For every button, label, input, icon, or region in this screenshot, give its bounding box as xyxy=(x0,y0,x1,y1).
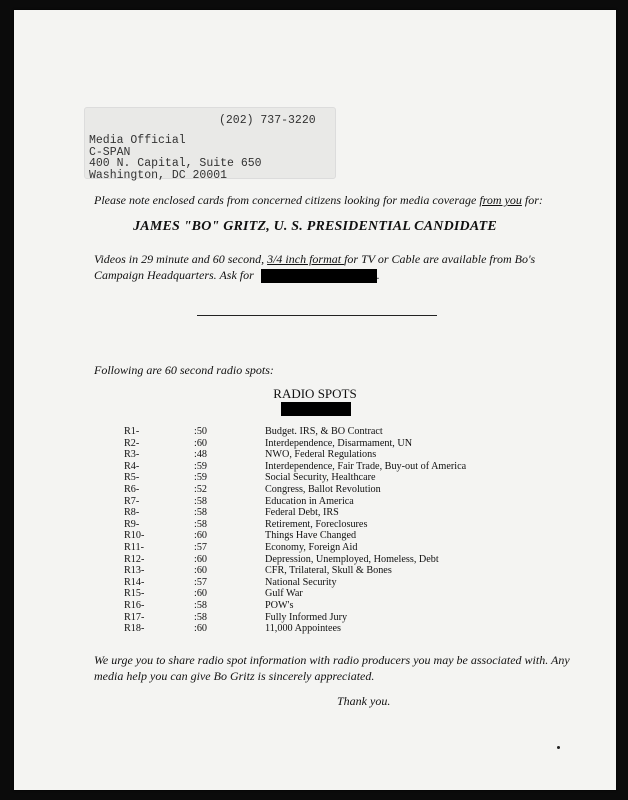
intro-before: Please note enclosed cards from concerned citizens looking for media coverage xyxy=(94,193,480,207)
label-line: Media Official xyxy=(89,134,186,147)
spot-code: R10- xyxy=(124,530,145,542)
label-phone: (202) 737-3220 xyxy=(219,114,316,127)
spot-code: R5- xyxy=(124,472,140,484)
videos-underlined: 3/4 inch format xyxy=(267,252,345,266)
spot-row xyxy=(14,577,616,589)
spot-row xyxy=(14,565,616,577)
label-address xyxy=(89,135,262,181)
intro-text xyxy=(94,193,543,208)
document-page xyxy=(14,10,616,790)
spot-topic: Gulf War xyxy=(265,588,303,600)
spot-duration: :57 xyxy=(194,576,208,588)
spot-code: R2- xyxy=(124,437,140,449)
mailing-label xyxy=(84,107,336,182)
spot-duration: :59 xyxy=(194,460,208,472)
spot-duration: :59 xyxy=(194,472,208,484)
spot-duration: :58 xyxy=(194,518,208,530)
headline: JAMES "BO" GRITZ, U. S. PRESIDENTIAL CANDIDATE xyxy=(133,219,497,234)
spot-duration: :60 xyxy=(194,437,208,449)
label-line: Washington, DC 20001 xyxy=(89,168,228,182)
spot-topic: 11,000 Appointees xyxy=(265,623,342,635)
videos-text-1: Videos in 29 minute and 60 second, xyxy=(94,252,268,266)
spot-duration: :58 xyxy=(194,495,208,507)
spot-topic: Depression, Unemployed, Homeless, Debt xyxy=(265,553,439,565)
spot-row xyxy=(14,461,616,473)
spot-row xyxy=(14,484,616,496)
spot-duration: :60 xyxy=(194,565,208,577)
spot-code: R4- xyxy=(124,460,140,472)
spot-row xyxy=(14,426,616,438)
spot-topic: Fully Informed Jury xyxy=(265,611,348,623)
spot-duration: :52 xyxy=(194,483,208,495)
spot-duration: :60 xyxy=(194,623,208,635)
spot-topic: CFR, Trilateral, Skull & Bones xyxy=(265,565,392,577)
spot-duration: :60 xyxy=(194,553,208,565)
spot-duration: :58 xyxy=(194,611,208,623)
spot-topic: Social Security, Healthcare xyxy=(265,472,376,484)
intro-after: for: xyxy=(521,193,543,207)
spot-topic: National Security xyxy=(265,576,337,588)
spot-row xyxy=(14,623,616,635)
spot-row xyxy=(14,438,616,450)
spot-topic: NWO, Federal Regulations xyxy=(265,449,377,461)
intro-underlined: from you xyxy=(479,193,522,207)
spot-topic: Retirement, Foreclosures xyxy=(265,518,368,530)
paper-speck xyxy=(557,746,560,749)
radio-spots-title: RADIO SPOTS xyxy=(273,386,357,401)
spot-topic: Federal Debt, IRS xyxy=(265,507,339,519)
spot-row xyxy=(14,542,616,554)
spot-code: R13- xyxy=(124,565,145,577)
spot-topic: Things Have Changed xyxy=(265,530,357,542)
spot-duration: :58 xyxy=(194,599,208,611)
spot-topic: Congress, Ballot Revolution xyxy=(265,483,381,495)
spot-code: R3- xyxy=(124,449,140,461)
spot-row xyxy=(14,530,616,542)
spot-row xyxy=(14,472,616,484)
spot-row xyxy=(14,612,616,624)
spot-code: R16- xyxy=(124,599,145,611)
spot-duration: :50 xyxy=(194,426,208,437)
radio-spots-list xyxy=(14,426,616,635)
spot-duration: :60 xyxy=(194,588,208,600)
spot-duration: :58 xyxy=(194,507,208,519)
redaction-bar xyxy=(281,402,351,416)
label-line: 400 N. Capital, Suite 650 xyxy=(89,157,262,170)
spot-row xyxy=(14,496,616,508)
spot-code: R18- xyxy=(124,623,145,635)
spot-duration: :60 xyxy=(194,530,208,542)
spot-code: R8- xyxy=(124,507,140,519)
spot-code: R6- xyxy=(124,483,140,495)
spot-topic: Interdependence, Disarmament, UN xyxy=(265,437,413,449)
spot-code: R7- xyxy=(124,495,140,507)
spot-code: R17- xyxy=(124,611,145,623)
spot-row xyxy=(14,507,616,519)
videos-text-2: for TV or Cable are available from Bo's Campaign Headquarters. Ask for xyxy=(94,252,536,282)
redaction-bar xyxy=(261,269,377,283)
spot-topic: Economy, Foreign Aid xyxy=(265,541,358,553)
videos-end: . xyxy=(376,268,380,282)
following-text: Following are 60 second radio spots: xyxy=(94,363,274,377)
spot-duration: :48 xyxy=(194,449,208,461)
spot-row xyxy=(14,519,616,531)
spot-row xyxy=(14,554,616,566)
spot-code: R1- xyxy=(124,426,140,437)
spot-code: R14- xyxy=(124,576,145,588)
spot-code: R11- xyxy=(124,541,144,553)
spot-row xyxy=(14,449,616,461)
spot-row xyxy=(14,588,616,600)
spot-row xyxy=(14,600,616,612)
spot-code: R15- xyxy=(124,588,145,600)
spot-topic: Education in America xyxy=(265,495,354,507)
spot-duration: :57 xyxy=(194,541,208,553)
thanks-text: Thank you. xyxy=(337,694,391,708)
label-line: C-SPAN xyxy=(89,145,131,159)
separator-line xyxy=(197,315,437,316)
spot-topic: POW's xyxy=(265,599,294,611)
spot-topic: Interdependence, Fair Trade, Buy-out of America xyxy=(265,460,467,472)
videos-paragraph xyxy=(94,251,564,283)
spot-topic: Budget. IRS, & BO Contract xyxy=(265,426,383,437)
spot-code: R12- xyxy=(124,553,145,565)
spot-code: R9- xyxy=(124,518,140,530)
closing-paragraph: We urge you to share radio spot information with radio producers you may be associated with. Any media help you can give Bo Gritz is sincerely appreciated. xyxy=(94,653,570,683)
